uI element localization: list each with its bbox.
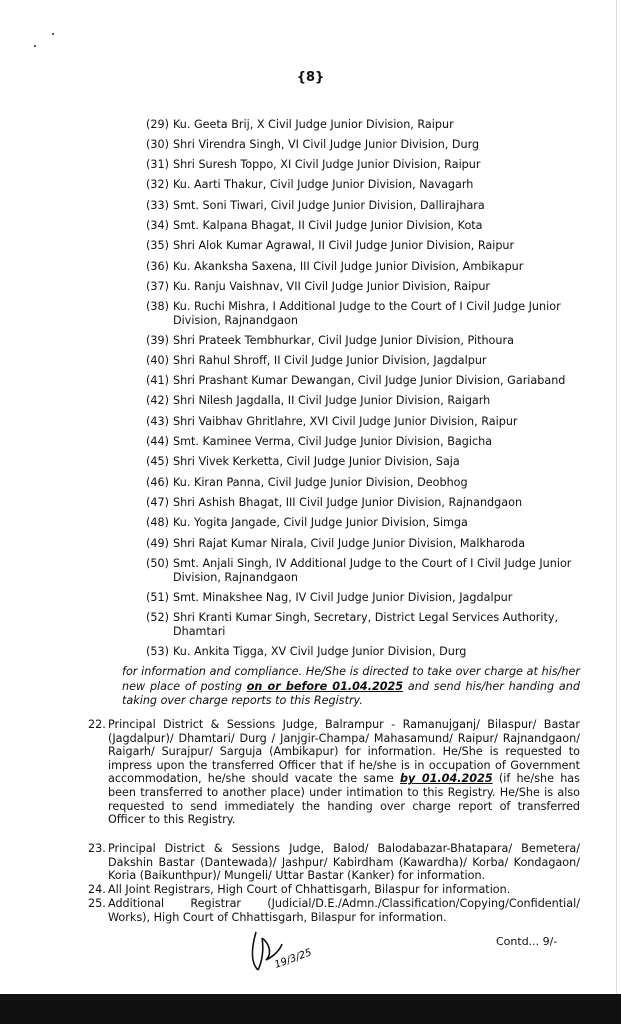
item-number: (50) (146, 557, 169, 570)
item-number: (42) (146, 394, 169, 407)
item-number: (44) (146, 435, 169, 448)
list-item (146, 591, 586, 605)
list-item (146, 118, 586, 132)
item-text: Shri Suresh Toppo, XI Civil Judge Junior Division, Raipur (173, 158, 481, 171)
item-text: Ku. Kiran Panna, Civil Judge Junior Division, Deobhog (173, 476, 468, 489)
handwritten-signature (236, 920, 326, 980)
item-text: Shri Kranti Kumar Singh, Secretary, District Legal Services Authority, Dhamtari (173, 611, 559, 638)
item-number: (34) (146, 219, 169, 232)
deadline-emphasis: by 01.04.2025 (400, 772, 493, 786)
item-number: (41) (146, 374, 169, 387)
item-number: (53) (146, 645, 169, 658)
paragraph-text: All Joint Registrars, High Court of Chhattisgarh, Bilaspur for information. (108, 883, 511, 896)
distribution-paragraph (88, 718, 580, 827)
item-number: (35) (146, 239, 169, 252)
list-item (146, 219, 586, 233)
distribution-paragraph (88, 883, 580, 897)
list-item (146, 158, 586, 172)
paragraph-text (108, 718, 580, 827)
item-text: Ku. Akanksha Saxena, III Civil Judge Junior Division, Ambikapur (173, 260, 524, 273)
item-number: (45) (146, 455, 169, 468)
item-number: (40) (146, 354, 169, 367)
item-text: Shri Vaibhav Ghritlahre, XVI Civil Judge Junior Division, Raipur (173, 415, 518, 428)
item-number: (51) (146, 591, 169, 604)
item-number: (30) (146, 138, 169, 151)
item-text: Shri Prateek Tembhurkar, Civil Judge Junior Division, Pithoura (173, 334, 514, 347)
item-number: (37) (146, 280, 169, 293)
item-number: (33) (146, 199, 169, 212)
item-text: Smt. Soni Tiwari, Civil Judge Junior Division, Dallirajhara (173, 199, 485, 212)
paragraph-text: Additional Registrar (Judicial/D.E./Admn./Classification/Copying/Confidential/ Works), High Court of Chhattisgarh, Bilaspur for information. (108, 897, 580, 924)
scan-speck (34, 45, 36, 47)
list-item (146, 415, 586, 429)
paragraph-text-end: (if he/she has been transferred to another place) under intimation to this Registry. He/She is also requested to send immediately the handing over charge report of transferred Officer to this Registry. (108, 772, 580, 827)
page-number: {8} (296, 70, 325, 85)
list-item (146, 516, 586, 530)
item-text: Ku. Geeta Brij, X Civil Judge Junior Division, Raipur (173, 118, 454, 131)
list-item (146, 178, 586, 192)
paragraph-number: 23. (88, 842, 106, 855)
list-item (146, 260, 586, 274)
list-item (146, 334, 586, 348)
paragraph-number: 22. (88, 718, 106, 731)
distribution-paragraph (88, 842, 580, 883)
item-text: Ku. Ankita Tigga, XV Civil Judge Junior Division, Durg (173, 645, 467, 658)
item-text: Ku. Ranju Vaishnav, VII Civil Judge Junior Division, Raipur (173, 280, 491, 293)
item-number: (47) (146, 496, 169, 509)
list-item (146, 496, 586, 510)
paragraph-text: Principal District & Sessions Judge, Balod/ Balodabazar-Bhatapara/ Bemetera/ Dakshin Bastar (Dantewada)/ Jashpur/ Kabirdham (Kawardha)/ Korba/ Kondagaon/ Koria (Baikunthpur)/ Mungeli/ Uttar Bastar (Kanker) for information. (108, 842, 580, 883)
deadline-emphasis: on or before 01.04.2025 (246, 679, 404, 693)
item-number: (43) (146, 415, 169, 428)
item-number: (46) (146, 476, 169, 489)
item-text: Shri Vivek Kerketta, Civil Judge Junior Division, Saja (173, 455, 460, 468)
list-item (146, 476, 586, 490)
item-text: Shri Prashant Kumar Dewangan, Civil Judge Junior Division, Gariaband (173, 374, 566, 387)
list-item (146, 138, 586, 152)
item-text: Shri Alok Kumar Agrawal, II Civil Judge Junior Division, Raipur (173, 239, 515, 252)
item-number: (36) (146, 260, 169, 273)
list-item (146, 280, 586, 294)
item-text: Shri Rajat Kumar Nirala, Civil Judge Junior Division, Malkharoda (173, 537, 526, 550)
scan-border (0, 994, 621, 1024)
page-edge (616, 0, 617, 1000)
item-text: Shri Rahul Shroff, II Civil Judge Junior Division, Jagdalpur (173, 354, 487, 367)
item-number: (49) (146, 537, 169, 550)
item-text: Smt. Anjali Singh, IV Additional Judge to the Court of I Civil Judge Junior Division, Rajnandgaon (173, 557, 572, 584)
list-item (146, 611, 586, 639)
note-text: for information and compliance. He/She is directed to take over charge at his/her new place of posting (122, 665, 580, 693)
list-item (146, 239, 586, 253)
paragraph-number: 24. (88, 883, 106, 896)
compliance-note (122, 665, 580, 709)
item-text: Smt. Kalpana Bhagat, II Civil Judge Junior Division, Kota (173, 219, 483, 232)
note-text-end: and send his/her handing and taking over charge reports to this Registry. (122, 679, 580, 707)
item-text: Ku. Aarti Thakur, Civil Judge Junior Division, Navagarh (173, 178, 474, 191)
list-item (146, 537, 586, 551)
distribution-paragraph (88, 897, 580, 924)
item-text: Shri Ashish Bhagat, III Civil Judge Junior Division, Rajnandgaon (173, 496, 523, 509)
list-item (146, 374, 586, 388)
item-text: Ku. Yogita Jangade, Civil Judge Junior Division, Simga (173, 516, 468, 529)
scan-speck (52, 33, 54, 35)
item-number: (39) (146, 334, 169, 347)
item-number: (31) (146, 158, 169, 171)
item-text: Smt. Kaminee Verma, Civil Judge Junior Division, Bagicha (173, 435, 493, 448)
continuation-note: Contd... 9/- (496, 935, 558, 948)
list-item (146, 435, 586, 449)
paragraph-number: 25. (88, 897, 106, 910)
list-item (146, 300, 586, 328)
signature-date: 19/3/25 (273, 947, 314, 971)
list-item (146, 455, 586, 469)
item-text: Shri Nilesh Jagdalla, II Civil Judge Junior Division, Raigarh (173, 394, 491, 407)
item-number: (38) (146, 300, 169, 313)
item-number: (48) (146, 516, 169, 529)
item-number: (52) (146, 611, 169, 624)
list-item (146, 557, 586, 585)
item-number: (29) (146, 118, 169, 131)
list-item (146, 199, 586, 213)
list-item (146, 354, 586, 368)
item-number: (32) (146, 178, 169, 191)
list-item (146, 394, 586, 408)
item-text: Shri Virendra Singh, VI Civil Judge Junior Division, Durg (173, 138, 480, 151)
paragraph-text-start: Principal District & Sessions Judge, Balrampur - Ramanujganj/ Bilaspur/ Bastar (Jagdalpur)/ Dhamtari/ Durg / Janjgir-Champa/ Mahasamund/ Raipur/ Rajnandgaon/ Raigarh/ Surajpur/ Sarguja (Ambikapur) for information. He/She is requested to impress upon the transferred Officer that if he/she is in occupation of Government accommodation, he/she should vacate the same (108, 718, 580, 786)
item-text: Smt. Minakshee Nag, IV Civil Judge Junior Division, Jagdalpur (173, 591, 513, 604)
item-text: Ku. Ruchi Mishra, I Additional Judge to the Court of I Civil Judge Junior Division, Rajnandgaon (173, 300, 561, 327)
list-item (146, 645, 586, 659)
